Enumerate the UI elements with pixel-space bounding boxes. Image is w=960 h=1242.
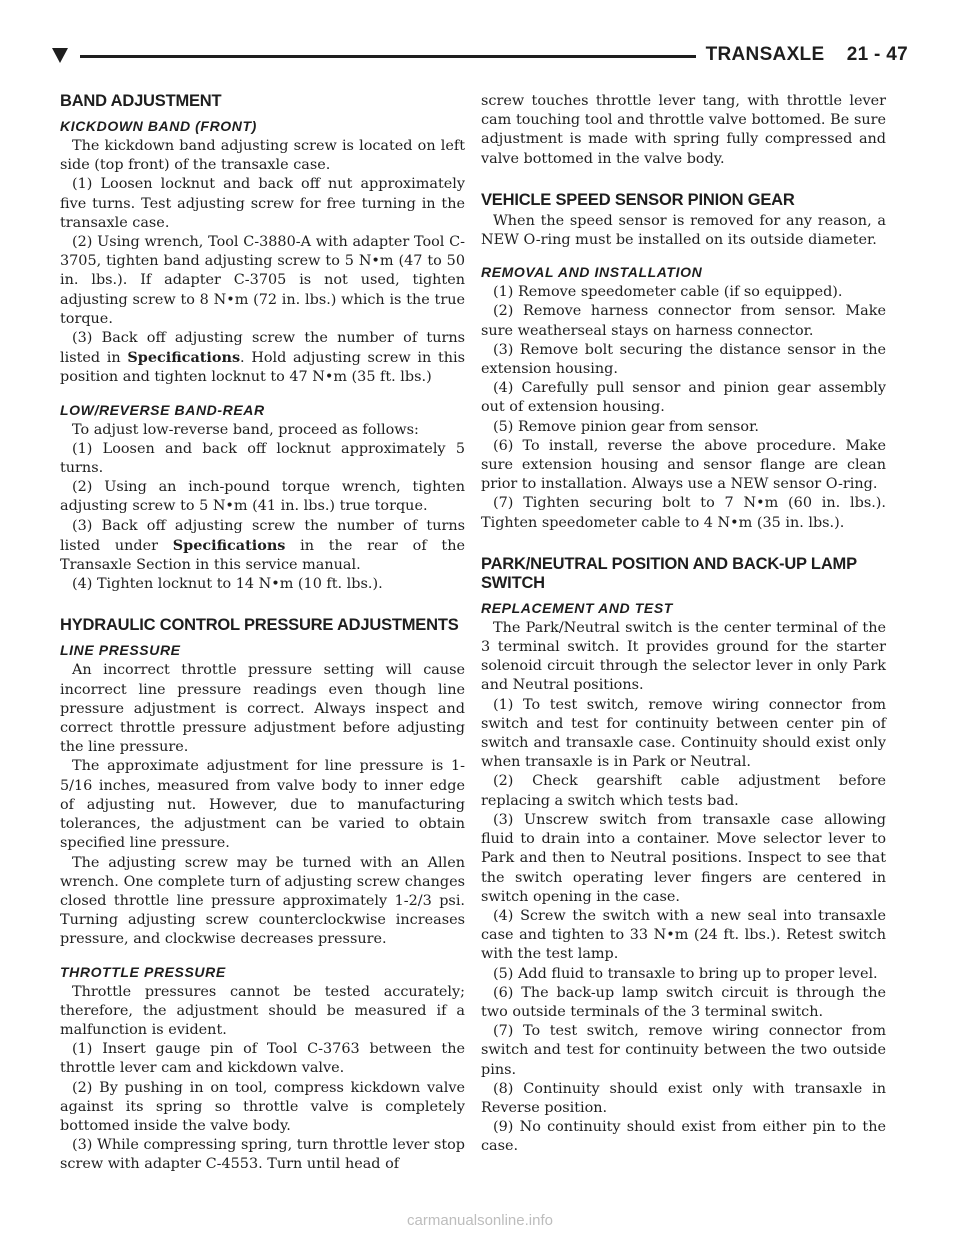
heading-vehicle-speed-sensor: VEHICLE SPEED SENSOR PINION GEAR (481, 190, 795, 209)
heading-park-neutral-switch: PARK/NEUTRAL POSITION AND BACK-UP LAMP SWITCH (481, 554, 857, 592)
paragraph: (3) Remove bolt securing the distance sensor in the extension housing. (481, 341, 886, 378)
header-rule (80, 55, 696, 58)
paragraph: (1) Insert gauge pin of Tool C-3763 between the throttle lever cam and kickdown valve. (60, 1041, 465, 1077)
specifications-ref: Specifications (172, 536, 286, 554)
page-header (52, 44, 908, 70)
heading-removal-installation: REMOVAL AND INSTALLATION (481, 264, 703, 281)
paragraph: (2) By pushing in on tool, compress kickdown valve against its spring so throttle valve is completely bottomed inside the valve body. (60, 1079, 465, 1134)
text-span: (3) Back off adjusting screw the number of turns listed under (60, 517, 465, 554)
paragraph: (2) Check gearshift cable adjustment before replacing a switch which tests bad. (481, 773, 886, 809)
text-span: (3) Back off adjusting screw the number of turns listed in (60, 330, 465, 367)
paragraph: (2) Using wrench, Tool C-3880-A with adapter Tool C-3705, tighten band adjusting screw to 5 N•m (47 to 50 in. lbs.). If adapter C-3705 is not used, tighten adjusting screw to 8 N•m (72 in. lbs.) which is the true torque. (60, 234, 465, 327)
heading-replacement-test: REPLACEMENT AND TEST (481, 599, 673, 616)
heading-kickdown-band: KICKDOWN BAND (FRONT) (60, 118, 257, 134)
paragraph: (1) Loosen locknut and back off nut approximately five turns. Test adjusting screw for free turning in the transaxle case. (60, 176, 465, 231)
paragraph: (1) To test switch, remove wiring connector from switch and test for continuity between center pin of switch and transaxle case. Continuity should exist only when transaxle is in Park or Neutral. (481, 696, 886, 771)
paragraph: (6) To install, reverse the above procedure. Make sure extension housing and sensor flange are clean prior to installation. Always use a NEW sensor O-ring. (481, 437, 886, 493)
paragraph: (7) Tighten securing bolt to 7 N•m (60 in. lbs.). Tighten speedometer cable to 4 N•m (35 in. lbs.). (481, 495, 886, 531)
paragraph: (1) Remove speedometer cable (if so equipped). (493, 284, 843, 301)
paragraph: (5) Remove pinion gear from sensor. (493, 418, 759, 435)
specifications-ref: Specifications (127, 349, 241, 367)
text-span: in the rear of the Transaxle Section in this service manual. (60, 537, 465, 574)
heading-hydraulic-control: HYDRAULIC CONTROL PRESSURE ADJUSTMENTS (60, 616, 459, 635)
heading-band-adjustment: BAND ADJUSTMENT (60, 92, 222, 110)
paragraph: (2) Using an inch-pound torque wrench, tighten adjusting screw to 5 N•m (41 in. lbs.) true torque. (60, 479, 465, 515)
page-title: TRANSAXLE 21 - 47 (705, 44, 908, 65)
paragraph: The adjusting screw may be turned with an Allen wrench. One complete turn of adjusting screw changes closed throttle line pressure approximately 1-2/3 psi. Turning adjusting screw counterclockwise increases pressure, and clockwise decreases pressure. (60, 854, 465, 948)
paragraph: (8) Continuity should exist only with transaxle in Reverse position. (481, 1080, 886, 1116)
right-column (481, 92, 886, 1157)
paragraph: (9) No continuity should exist from either pin to the case. (481, 1119, 886, 1155)
paragraph (60, 517, 465, 576)
paragraph: The kickdown band adjusting screw is located on left side (top front) of the transaxle case. (60, 138, 465, 174)
paragraph: An incorrect throttle pressure setting will cause incorrect line pressure readings even though line pressure adjustment is correct. Always inspect and correct throttle pressure adjustment before adjusting the line pressure. (60, 662, 465, 756)
paragraph: (1) Loosen and back off locknut approximately 5 turns. (60, 440, 465, 477)
paragraph: Throttle pressures cannot be tested accurately; therefore, the adjustment should be measured if a malfunction is evident. (60, 983, 465, 1038)
heading-line-pressure: LINE PRESSURE (60, 642, 181, 659)
paragraph: screw touches throttle lever tang, with throttle lever cam touching tool and throttle valve bottomed. Be sure adjustment is made with spring fully compressed and valve bottomed in the valve body. (481, 93, 886, 167)
triangle-marker-icon (52, 48, 68, 63)
paragraph: (5) Add fluid to transaxle to bring up to proper level. (493, 965, 878, 982)
paragraph: (3) While compressing spring, turn throttle lever stop screw with adapter C-4553. Turn until head of (60, 1137, 465, 1173)
paragraph: The approximate adjustment for line pressure is 1-5/16 inches, measured from valve body to inner edge of adjusting nut. However, due to manufacturing tolerances, the adjustment can be varied to obtain specified line pressure. (60, 758, 465, 852)
paragraph: (4) Screw the switch with a new seal into transaxle case and tighten to 33 N•m (24 ft. lbs.). Retest switch with the test lamp. (481, 907, 886, 963)
paragraph: (4) Tighten locknut to 14 N•m (10 ft. lbs.). (72, 576, 383, 593)
paragraph: (2) Remove harness connector from sensor. Make sure weatherseal stays on harness connector. (481, 303, 886, 339)
watermark: carmanualsonline.info (407, 1212, 553, 1229)
paragraph: (6) The back-up lamp switch circuit is through the two outside terminals of the 3 terminal switch. (481, 984, 886, 1020)
paragraph: (3) Unscrew switch from transaxle case allowing fluid to drain into a container. Move selector lever to Park and then to Neutral positions. Inspect to see that the switch operating lever fingers are centered in switch opening in the case. (481, 811, 886, 905)
paragraph: To adjust low-reverse band, proceed as follows: (72, 421, 419, 438)
left-column (60, 92, 465, 1175)
paragraph: The Park/Neutral switch is the center terminal of the 3 terminal switch. It provides ground for the starter solenoid circuit through the selector lever in only Park and Neutral positions. (481, 619, 886, 694)
heading-throttle-pressure: THROTTLE PRESSURE (60, 963, 226, 980)
paragraph: (7) To test switch, remove wiring connector from switch and test for continuity between the two outside pins. (481, 1023, 886, 1078)
paragraph: When the speed sensor is removed for any reason, a NEW O-ring must be installed on its outside diameter. (481, 212, 886, 249)
heading-low-reverse-band: LOW/REVERSE BAND-REAR (60, 401, 265, 418)
paragraph: (4) Carefully pull sensor and pinion gear assembly out of extension housing. (481, 380, 886, 416)
paragraph (60, 329, 465, 388)
text-span: . Hold adjusting screw in this position and tighten locknut to 47 N•m (35 ft. lbs.) (60, 350, 465, 386)
